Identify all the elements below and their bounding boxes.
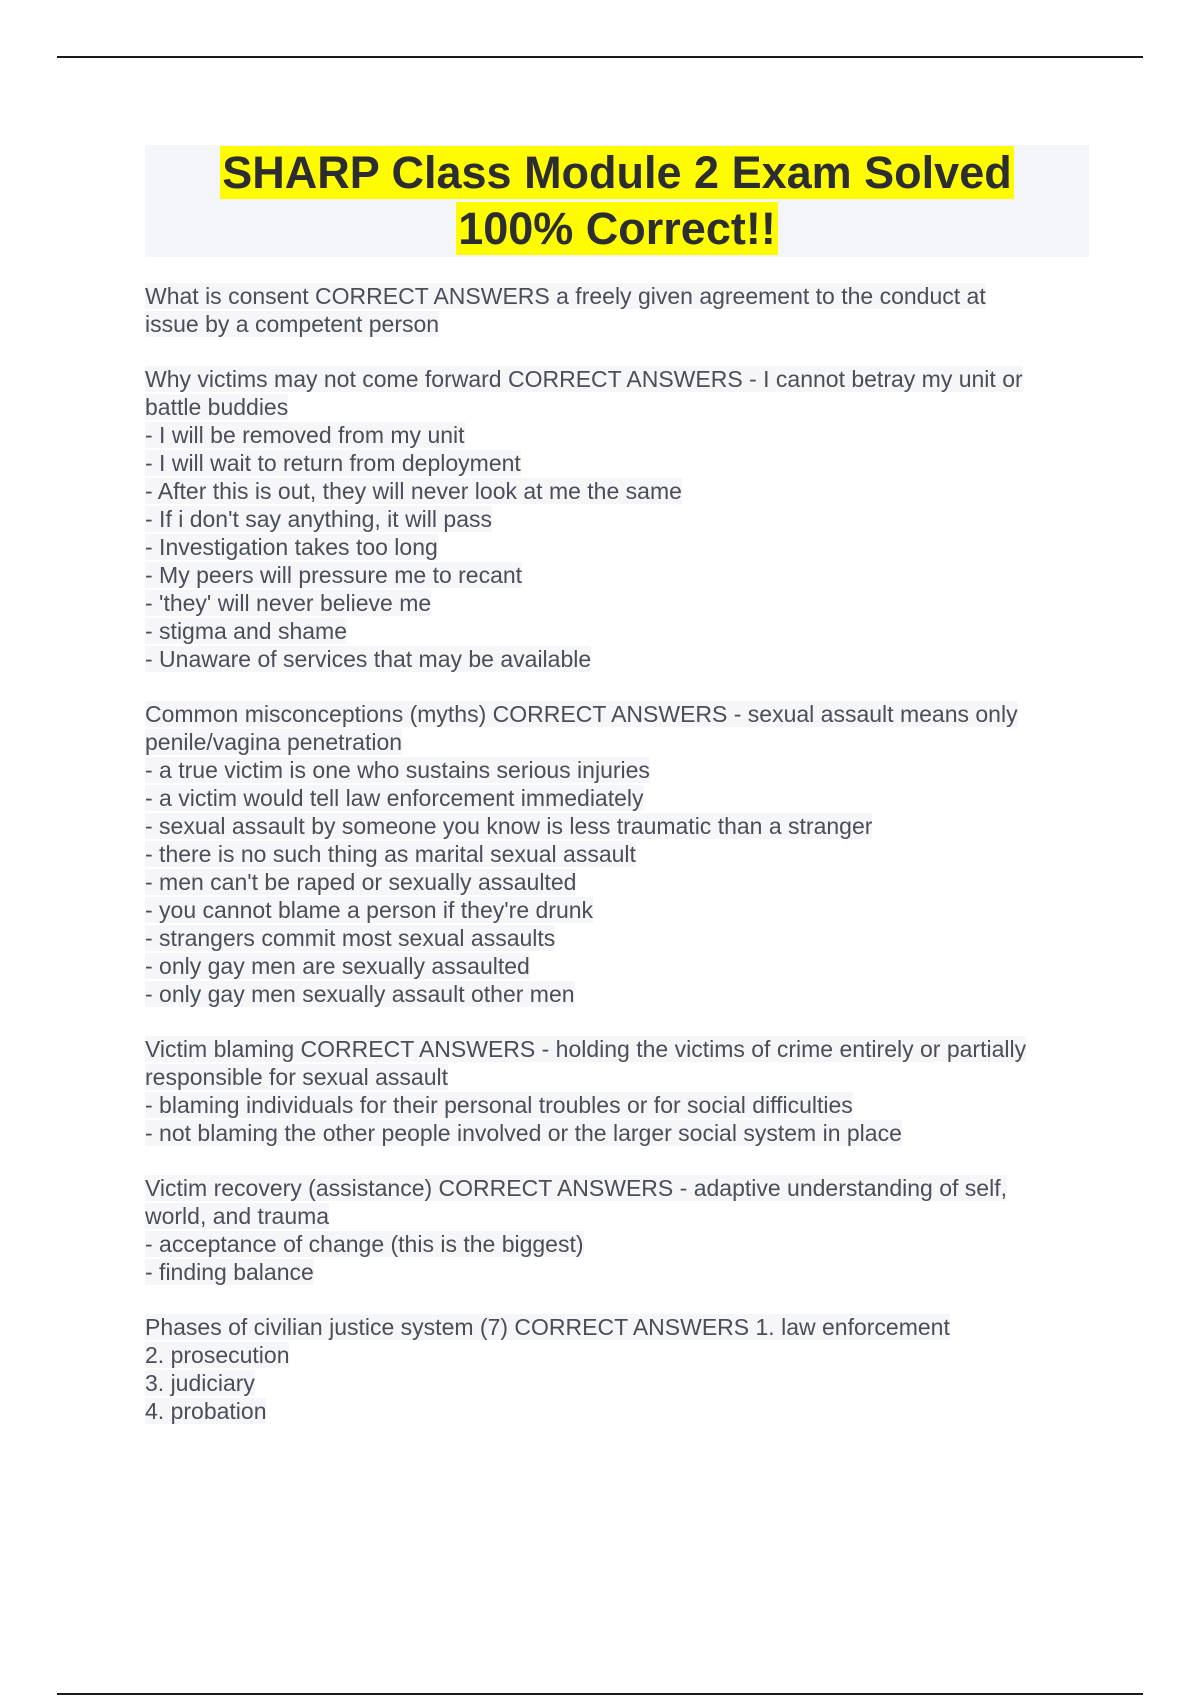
- answer-line: [145, 1119, 1090, 1147]
- line-text: - If i don't say anything, it will pass: [145, 506, 492, 532]
- answer-line: [145, 1063, 1090, 1091]
- qa-item: [145, 1035, 1090, 1147]
- line-text: issue by a competent person: [145, 311, 440, 337]
- line-text: 2. prosecution: [145, 1342, 290, 1368]
- answer-line: [145, 896, 1090, 924]
- bottom-rule: [57, 1693, 1143, 1695]
- line-text: - a victim would tell law enforcement immediately: [145, 785, 644, 811]
- line-text: - stigma and shame: [145, 618, 347, 644]
- answer-line: [145, 924, 1090, 952]
- line-text: responsible for sexual assault: [145, 1064, 448, 1090]
- qa-item: [145, 1313, 1090, 1425]
- line-text: - only gay men sexually assault other men: [145, 981, 575, 1007]
- line-text: - Unaware of services that may be available: [145, 646, 592, 672]
- line-text: world, and trauma: [145, 1203, 330, 1229]
- line-text: - I will be removed from my unit: [145, 422, 465, 448]
- document-title: [145, 145, 1089, 257]
- answer-line: [145, 310, 1090, 338]
- line-text: penile/vagina penetration: [145, 729, 403, 755]
- line-text: - I will wait to return from deployment: [145, 450, 521, 476]
- line-text: - acceptance of change (this is the biggest): [145, 1231, 584, 1257]
- answer-line: [145, 784, 1090, 812]
- line-text: - My peers will pressure me to recant: [145, 562, 523, 588]
- line-text: - strangers commit most sexual assaults: [145, 925, 556, 951]
- answer-line: [145, 449, 1090, 477]
- answer-line: [145, 1258, 1090, 1286]
- question-line: [145, 365, 1090, 393]
- answer-line: [145, 1341, 1090, 1369]
- top-rule: [57, 56, 1143, 58]
- line-text: 4. probation: [145, 1398, 267, 1424]
- answer-line: [145, 756, 1090, 784]
- line-text: Victim recovery (assistance) CORRECT ANSWERS - adaptive understanding of self,: [145, 1175, 1007, 1201]
- line-text: 3. judiciary: [145, 1370, 255, 1396]
- question-line: [145, 282, 1090, 310]
- answer-line: [145, 1369, 1090, 1397]
- answer-line: [145, 421, 1090, 449]
- answer-line: [145, 840, 1090, 868]
- answer-line: [145, 1230, 1090, 1258]
- line-text: - Investigation takes too long: [145, 534, 438, 560]
- line-text: What is consent CORRECT ANSWERS a freely given agreement to the conduct at: [145, 283, 986, 309]
- question-line: [145, 1035, 1090, 1063]
- title-line-1: SHARP Class Module 2 Exam Solved: [222, 147, 1012, 198]
- line-text: - not blaming the other people involved or the larger social system in place: [145, 1120, 902, 1146]
- line-text: - 'they' will never believe me: [145, 590, 432, 616]
- answer-line: [145, 505, 1090, 533]
- answer-line: [145, 533, 1090, 561]
- answer-line: [145, 1202, 1090, 1230]
- line-text: Why victims may not come forward CORRECT ANSWERS - I cannot betray my unit or: [145, 366, 1023, 392]
- line-text: - sexual assault by someone you know is less traumatic than a stranger: [145, 813, 873, 839]
- line-text: - you cannot blame a person if they're drunk: [145, 897, 594, 923]
- answer-line: [145, 952, 1090, 980]
- qa-item: [145, 282, 1090, 338]
- answer-line: [145, 589, 1090, 617]
- qa-item: [145, 1174, 1090, 1286]
- answer-line: [145, 868, 1090, 896]
- answer-line: [145, 812, 1090, 840]
- answer-line: [145, 617, 1090, 645]
- qa-item: [145, 700, 1090, 1008]
- line-text: Victim blaming CORRECT ANSWERS - holding the victims of crime entirely or partially: [145, 1036, 1027, 1062]
- line-text: - blaming individuals for their personal troubles or for social difficulties: [145, 1092, 853, 1118]
- line-text: - finding balance: [145, 1259, 314, 1285]
- line-text: Phases of civilian justice system (7) CORRECT ANSWERS 1. law enforcement: [145, 1314, 950, 1340]
- title-line-2: 100% Correct!!: [458, 203, 776, 254]
- qa-item: [145, 365, 1090, 673]
- answer-line: [145, 561, 1090, 589]
- answer-line: [145, 1091, 1090, 1119]
- answer-line: [145, 1397, 1090, 1425]
- line-text: Common misconceptions (myths) CORRECT ANSWERS - sexual assault means only: [145, 701, 1018, 727]
- document-body: [145, 282, 1090, 1452]
- question-line: [145, 1174, 1090, 1202]
- answer-line: [145, 728, 1090, 756]
- line-text: - there is no such thing as marital sexual assault: [145, 841, 636, 867]
- line-text: - men can't be raped or sexually assaulted: [145, 869, 577, 895]
- answer-line: [145, 477, 1090, 505]
- answer-line: [145, 393, 1090, 421]
- line-text: - only gay men are sexually assaulted: [145, 953, 530, 979]
- question-line: [145, 1313, 1090, 1341]
- line-text: - After this is out, they will never look at me the same: [145, 478, 682, 504]
- line-text: - a true victim is one who sustains serious injuries: [145, 757, 650, 783]
- line-text: battle buddies: [145, 394, 289, 420]
- answer-line: [145, 980, 1090, 1008]
- question-line: [145, 700, 1090, 728]
- answer-line: [145, 645, 1090, 673]
